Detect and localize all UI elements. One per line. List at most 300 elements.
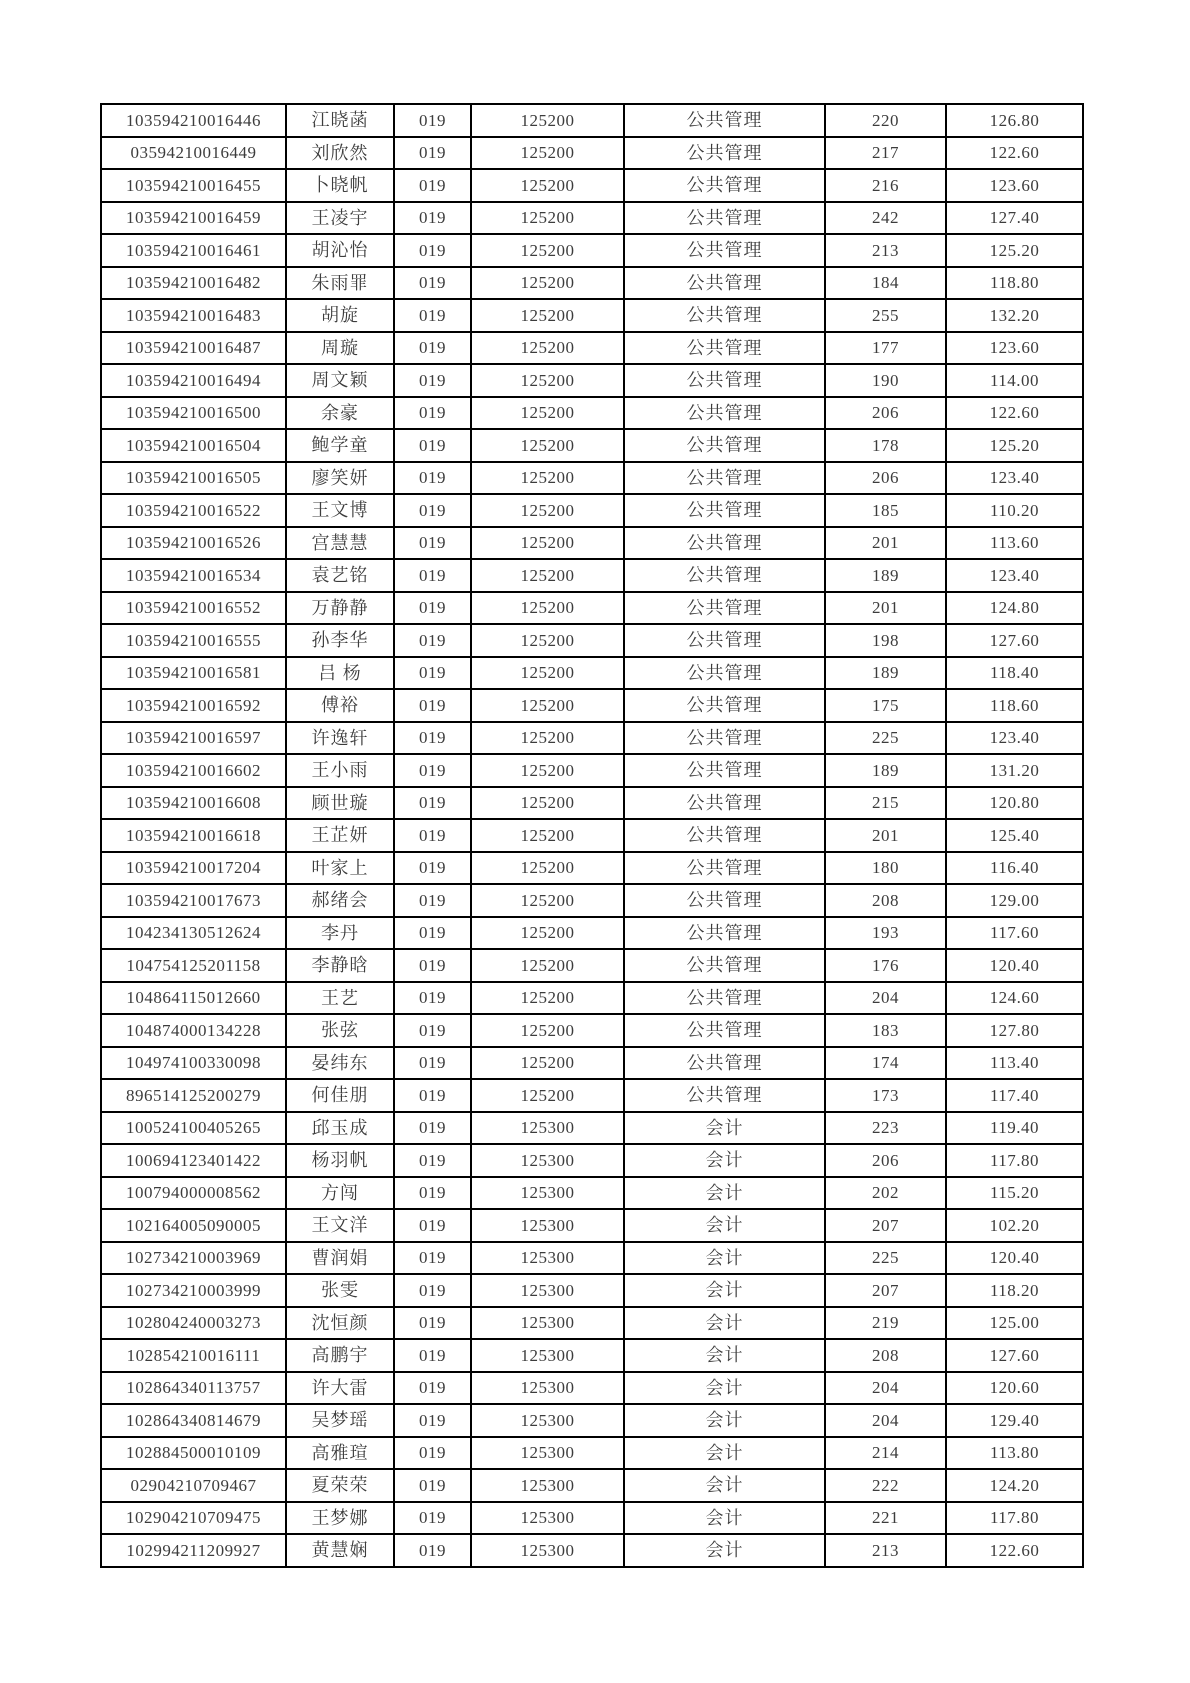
second-score-cell: 117.80 [946,1502,1083,1535]
major-name-cell: 会计 [624,1437,825,1470]
candidate-name-cell: 胡旋 [286,299,394,332]
candidate-id-cell: 102864340814679 [101,1404,286,1437]
dept-code-cell: 019 [394,1014,471,1047]
dept-code-cell: 019 [394,689,471,722]
second-score-cell: 117.60 [946,917,1083,950]
score-cell: 216 [825,169,946,202]
major-code-cell: 125300 [471,1404,624,1437]
major-code-cell: 125300 [471,1307,624,1340]
table-row [101,689,1083,722]
major-code-cell: 125300 [471,1437,624,1470]
major-name-cell: 会计 [624,1209,825,1242]
second-score-cell: 102.20 [946,1209,1083,1242]
dept-code-cell: 019 [394,1177,471,1210]
second-score-cell: 120.40 [946,949,1083,982]
score-cell: 255 [825,299,946,332]
second-score-cell: 122.60 [946,397,1083,430]
table-row [101,1469,1083,1502]
dept-code-cell: 019 [394,819,471,852]
second-score-cell: 110.20 [946,494,1083,527]
table-row [101,982,1083,1015]
second-score-cell: 129.40 [946,1404,1083,1437]
major-name-cell: 公共管理 [624,462,825,495]
major-code-cell: 125200 [471,1047,624,1080]
candidate-id-cell: 102854210016111 [101,1339,286,1372]
candidate-name-cell: 何佳朋 [286,1079,394,1112]
dept-code-cell: 019 [394,917,471,950]
second-score-cell: 127.40 [946,202,1083,235]
major-name-cell: 公共管理 [624,202,825,235]
major-name-cell: 会计 [624,1502,825,1535]
second-score-cell: 131.20 [946,754,1083,787]
dept-code-cell: 019 [394,202,471,235]
major-name-cell: 公共管理 [624,657,825,690]
table-row [101,657,1083,690]
second-score-cell: 125.20 [946,429,1083,462]
candidate-id-cell: 103594210016494 [101,364,286,397]
second-score-cell: 124.20 [946,1469,1083,1502]
table-row [101,267,1083,300]
major-name-cell: 公共管理 [624,982,825,1015]
major-code-cell: 125200 [471,494,624,527]
dept-code-cell: 019 [394,884,471,917]
major-code-cell: 125200 [471,852,624,885]
score-cell: 222 [825,1469,946,1502]
major-name-cell: 公共管理 [624,332,825,365]
second-score-cell: 117.40 [946,1079,1083,1112]
dept-code-cell: 019 [394,1372,471,1405]
score-cell: 221 [825,1502,946,1535]
score-cell: 201 [825,592,946,625]
table-row [101,754,1083,787]
candidate-id-cell: 103594210016500 [101,397,286,430]
candidate-name-cell: 张弦 [286,1014,394,1047]
score-cell: 193 [825,917,946,950]
candidate-name-cell: 夏荣荣 [286,1469,394,1502]
major-name-cell: 公共管理 [624,559,825,592]
table-row [101,332,1083,365]
dept-code-cell: 019 [394,949,471,982]
candidate-id-cell: 102864340113757 [101,1372,286,1405]
table-row [101,494,1083,527]
candidate-name-cell: 许大雷 [286,1372,394,1405]
major-name-cell: 公共管理 [624,494,825,527]
dept-code-cell: 019 [394,1209,471,1242]
second-score-cell: 118.20 [946,1274,1083,1307]
table-row [101,1047,1083,1080]
major-name-cell: 公共管理 [624,527,825,560]
major-code-cell: 125200 [471,527,624,560]
table-row [101,299,1083,332]
dept-code-cell: 019 [394,397,471,430]
major-name-cell: 公共管理 [624,722,825,755]
candidate-name-cell: 宫慧慧 [286,527,394,560]
candidate-name-cell: 邱玉成 [286,1112,394,1145]
major-name-cell: 会计 [624,1307,825,1340]
candidate-name-cell: 王文洋 [286,1209,394,1242]
score-cell: 173 [825,1079,946,1112]
candidate-name-cell: 王凌宇 [286,202,394,235]
candidate-id-cell: 102734210003969 [101,1242,286,1275]
second-score-cell: 115.20 [946,1177,1083,1210]
major-code-cell: 125300 [471,1502,624,1535]
second-score-cell: 124.60 [946,982,1083,1015]
major-code-cell: 125300 [471,1209,624,1242]
candidate-id-cell: 103594210016461 [101,234,286,267]
table-row [101,1502,1083,1535]
major-name-cell: 公共管理 [624,397,825,430]
candidate-id-cell: 103594210016555 [101,624,286,657]
table-row [101,104,1083,137]
major-code-cell: 125200 [471,1079,624,1112]
score-cell: 189 [825,657,946,690]
table-row [101,852,1083,885]
table-row [101,1437,1083,1470]
candidate-name-cell: 曹润娟 [286,1242,394,1275]
candidate-id-cell: 103594210016602 [101,754,286,787]
dept-code-cell: 019 [394,1437,471,1470]
second-score-cell: 113.60 [946,527,1083,560]
score-cell: 185 [825,494,946,527]
dept-code-cell: 019 [394,787,471,820]
candidate-id-cell: 103594210016581 [101,657,286,690]
dept-code-cell: 019 [394,754,471,787]
candidate-name-cell: 杨羽帆 [286,1144,394,1177]
major-code-cell: 125300 [471,1534,624,1567]
dept-code-cell: 019 [394,1112,471,1145]
table-row [101,624,1083,657]
score-cell: 204 [825,1404,946,1437]
candidate-name-cell: 廖笑妍 [286,462,394,495]
score-cell: 208 [825,1339,946,1372]
score-cell: 208 [825,884,946,917]
major-code-cell: 125200 [471,949,624,982]
score-cell: 225 [825,722,946,755]
dept-code-cell: 019 [394,527,471,560]
dept-code-cell: 019 [394,592,471,625]
second-score-cell: 125.40 [946,819,1083,852]
second-score-cell: 118.40 [946,657,1083,690]
second-score-cell: 117.80 [946,1144,1083,1177]
major-name-cell: 会计 [624,1112,825,1145]
score-cell: 215 [825,787,946,820]
dept-code-cell: 019 [394,624,471,657]
major-name-cell: 公共管理 [624,1047,825,1080]
dept-code-cell: 019 [394,364,471,397]
candidate-id-cell: 104754125201158 [101,949,286,982]
score-cell: 176 [825,949,946,982]
score-cell: 219 [825,1307,946,1340]
score-cell: 206 [825,462,946,495]
second-score-cell: 120.60 [946,1372,1083,1405]
second-score-cell: 123.60 [946,332,1083,365]
major-name-cell: 会计 [624,1469,825,1502]
score-cell: 184 [825,267,946,300]
candidate-id-cell: 102884500010109 [101,1437,286,1470]
candidate-id-cell: 103594210016526 [101,527,286,560]
major-code-cell: 125200 [471,754,624,787]
candidate-id-cell: 102904210709475 [101,1502,286,1535]
table-row [101,1112,1083,1145]
candidate-id-cell: 104864115012660 [101,982,286,1015]
major-name-cell: 公共管理 [624,1079,825,1112]
major-code-cell: 125300 [471,1372,624,1405]
major-name-cell: 公共管理 [624,169,825,202]
major-name-cell: 公共管理 [624,137,825,170]
admission-score-table [100,103,1084,1568]
table-row [101,1274,1083,1307]
candidate-name-cell: 刘欣然 [286,137,394,170]
candidate-name-cell: 王小雨 [286,754,394,787]
candidate-id-cell: 103594210016487 [101,332,286,365]
dept-code-cell: 019 [394,1339,471,1372]
dept-code-cell: 019 [394,169,471,202]
major-name-cell: 公共管理 [624,819,825,852]
candidate-name-cell: 傅裕 [286,689,394,722]
major-code-cell: 125200 [471,202,624,235]
table-row [101,364,1083,397]
major-code-cell: 125200 [471,624,624,657]
candidate-name-cell: 顾世璇 [286,787,394,820]
score-cell: 175 [825,689,946,722]
score-cell: 177 [825,332,946,365]
major-code-cell: 125200 [471,429,624,462]
second-score-cell: 122.60 [946,137,1083,170]
score-cell: 183 [825,1014,946,1047]
table-row [101,884,1083,917]
second-score-cell: 113.80 [946,1437,1083,1470]
candidate-id-cell: 103594210016446 [101,104,286,137]
major-code-cell: 125200 [471,267,624,300]
major-code-cell: 125200 [471,137,624,170]
dept-code-cell: 019 [394,1079,471,1112]
candidate-id-cell: 102994211209927 [101,1534,286,1567]
table-row [101,462,1083,495]
score-cell: 207 [825,1274,946,1307]
score-cell: 204 [825,982,946,1015]
second-score-cell: 116.40 [946,852,1083,885]
candidate-name-cell: 胡沁怡 [286,234,394,267]
table-row [101,1079,1083,1112]
major-name-cell: 公共管理 [624,364,825,397]
score-cell: 190 [825,364,946,397]
candidate-id-cell: 103594210016505 [101,462,286,495]
candidate-name-cell: 周璇 [286,332,394,365]
candidate-id-cell: 100694123401422 [101,1144,286,1177]
score-cell: 202 [825,1177,946,1210]
second-score-cell: 122.60 [946,1534,1083,1567]
table-row [101,1177,1083,1210]
candidate-name-cell: 黄慧娴 [286,1534,394,1567]
dept-code-cell: 019 [394,657,471,690]
score-cell: 206 [825,397,946,430]
second-score-cell: 124.80 [946,592,1083,625]
major-code-cell: 125200 [471,299,624,332]
major-code-cell: 125200 [471,884,624,917]
major-name-cell: 公共管理 [624,429,825,462]
candidate-id-cell: 104974100330098 [101,1047,286,1080]
dept-code-cell: 019 [394,137,471,170]
major-name-cell: 公共管理 [624,104,825,137]
second-score-cell: 127.60 [946,1339,1083,1372]
table-body [101,104,1083,1567]
major-name-cell: 公共管理 [624,299,825,332]
candidate-id-cell: 896514125200279 [101,1079,286,1112]
table-row [101,1242,1083,1275]
major-code-cell: 125200 [471,462,624,495]
table-row [101,1307,1083,1340]
candidate-id-cell: 103594210016592 [101,689,286,722]
dept-code-cell: 019 [394,1047,471,1080]
candidate-name-cell: 朱雨罪 [286,267,394,300]
major-code-cell: 125200 [471,1014,624,1047]
candidate-id-cell: 103594210016482 [101,267,286,300]
dept-code-cell: 019 [394,494,471,527]
table-row [101,819,1083,852]
dept-code-cell: 019 [394,1307,471,1340]
table-row [101,429,1083,462]
second-score-cell: 127.60 [946,624,1083,657]
candidate-name-cell: 郝绪会 [286,884,394,917]
candidate-name-cell: 方闯 [286,1177,394,1210]
second-score-cell: 120.40 [946,1242,1083,1275]
score-cell: 217 [825,137,946,170]
second-score-cell: 123.40 [946,462,1083,495]
candidate-name-cell: 晏纬东 [286,1047,394,1080]
major-name-cell: 会计 [624,1534,825,1567]
second-score-cell: 125.00 [946,1307,1083,1340]
table-row [101,234,1083,267]
dept-code-cell: 019 [394,234,471,267]
table-row [101,202,1083,235]
candidate-id-cell: 102164005090005 [101,1209,286,1242]
major-name-cell: 公共管理 [624,267,825,300]
score-cell: 201 [825,819,946,852]
table-row [101,949,1083,982]
major-name-cell: 会计 [624,1274,825,1307]
second-score-cell: 114.00 [946,364,1083,397]
score-cell: 178 [825,429,946,462]
score-cell: 204 [825,1372,946,1405]
major-code-cell: 125300 [471,1274,624,1307]
candidate-id-cell: 103594210016455 [101,169,286,202]
candidate-id-cell: 103594210016459 [101,202,286,235]
major-name-cell: 公共管理 [624,787,825,820]
second-score-cell: 118.60 [946,689,1083,722]
dept-code-cell: 019 [394,1534,471,1567]
table-row [101,1372,1083,1405]
major-code-cell: 125200 [471,819,624,852]
score-cell: 214 [825,1437,946,1470]
major-code-cell: 125200 [471,917,624,950]
table-row [101,1339,1083,1372]
major-name-cell: 会计 [624,1177,825,1210]
major-code-cell: 125200 [471,559,624,592]
candidate-name-cell: 沈恒颜 [286,1307,394,1340]
table-row [101,397,1083,430]
major-name-cell: 公共管理 [624,1014,825,1047]
candidate-name-cell: 卜晓帆 [286,169,394,202]
candidate-name-cell: 余豪 [286,397,394,430]
major-code-cell: 125200 [471,657,624,690]
dept-code-cell: 019 [394,462,471,495]
major-name-cell: 公共管理 [624,592,825,625]
candidate-name-cell: 高雅瑄 [286,1437,394,1470]
major-code-cell: 125200 [471,722,624,755]
second-score-cell: 123.60 [946,169,1083,202]
score-cell: 206 [825,1144,946,1177]
candidate-name-cell: 王梦娜 [286,1502,394,1535]
second-score-cell: 123.40 [946,559,1083,592]
candidate-name-cell: 王艺 [286,982,394,1015]
major-name-cell: 公共管理 [624,949,825,982]
score-cell: 189 [825,559,946,592]
score-cell: 242 [825,202,946,235]
major-name-cell: 公共管理 [624,624,825,657]
candidate-id-cell: 103594210016608 [101,787,286,820]
second-score-cell: 132.20 [946,299,1083,332]
second-score-cell: 118.80 [946,267,1083,300]
major-code-cell: 125200 [471,234,624,267]
second-score-cell: 129.00 [946,884,1083,917]
major-name-cell: 公共管理 [624,884,825,917]
dept-code-cell: 019 [394,299,471,332]
candidate-id-cell: 103594210017204 [101,852,286,885]
major-code-cell: 125200 [471,332,624,365]
second-score-cell: 126.80 [946,104,1083,137]
candidate-id-cell: 100794000008562 [101,1177,286,1210]
score-cell: 207 [825,1209,946,1242]
candidate-name-cell: 张雯 [286,1274,394,1307]
candidate-id-cell: 103594210016597 [101,722,286,755]
candidate-name-cell: 周文颖 [286,364,394,397]
candidate-id-cell: 103594210016552 [101,592,286,625]
candidate-id-cell: 100524100405265 [101,1112,286,1145]
candidate-id-cell: 102804240003273 [101,1307,286,1340]
dept-code-cell: 019 [394,104,471,137]
table-row [101,527,1083,560]
candidate-name-cell: 吕 杨 [286,657,394,690]
major-name-cell: 会计 [624,1242,825,1275]
second-score-cell: 127.80 [946,1014,1083,1047]
candidate-id-cell: 103594210016534 [101,559,286,592]
major-name-cell: 公共管理 [624,917,825,950]
candidate-name-cell: 江晓菡 [286,104,394,137]
table-row [101,1404,1083,1437]
score-cell: 174 [825,1047,946,1080]
candidate-id-cell: 104234130512624 [101,917,286,950]
dept-code-cell: 019 [394,1469,471,1502]
candidate-name-cell: 王文博 [286,494,394,527]
candidate-id-cell: 103594210016483 [101,299,286,332]
dept-code-cell: 019 [394,1502,471,1535]
dept-code-cell: 019 [394,1274,471,1307]
table-row [101,169,1083,202]
dept-code-cell: 019 [394,1242,471,1275]
dept-code-cell: 019 [394,267,471,300]
score-cell: 198 [825,624,946,657]
candidate-name-cell: 王芷妍 [286,819,394,852]
candidate-name-cell: 李丹 [286,917,394,950]
candidate-name-cell: 吴梦瑶 [286,1404,394,1437]
dept-code-cell: 019 [394,429,471,462]
major-code-cell: 125200 [471,787,624,820]
major-name-cell: 会计 [624,1144,825,1177]
dept-code-cell: 019 [394,722,471,755]
major-name-cell: 会计 [624,1339,825,1372]
dept-code-cell: 019 [394,1144,471,1177]
major-name-cell: 会计 [624,1404,825,1437]
